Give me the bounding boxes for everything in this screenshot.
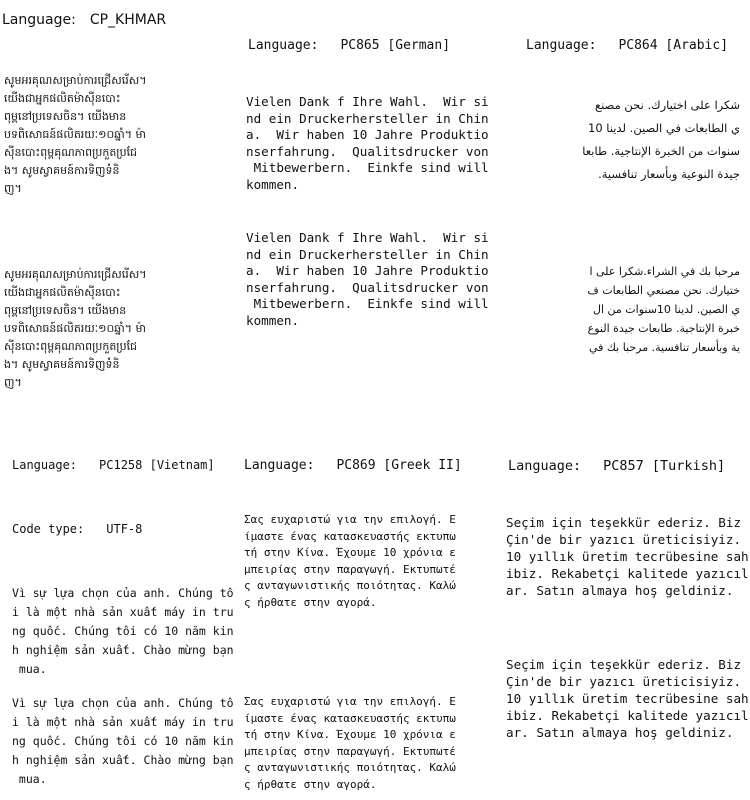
vietnam-label-text: Language: (12, 458, 78, 472)
arabic-language-label (526, 38, 728, 53)
khmer-text-block-2: សូមអរគុណសម្រាប់ការជ្រើសរើស។ យើងជាអ្នកផលិតម៉ាស៊ីនបោះ ពុម្ពនៅប្រទេសចិន។ យើងមាន បទពិសោធន៍ផលិតរយៈ១០ឆ្នាំ។ ម៉ា ស៊ីនបោះពុម្ពគុណភាពប្រកួតប្រជែ ង។ សូមស្វាគមន៍ការទិញទំនិ ញ។ (4, 268, 147, 389)
arabic-text-block-1: شكرا على اختيارك. نحن مصنع ي الطابعات في الصين. لدينا 10 سنوات من الخبرة الإنتاجية. طابعا جيدة النوعية وبأسعار تنافسية. (582, 98, 740, 181)
code-type-value: UTF-8 (106, 522, 143, 536)
german-label-value: PC865 [German] (340, 38, 451, 53)
khmer-text-block-1: សូមអរគុណសម្រាប់ការជ្រើសរើស។ យើងជាអ្នកផលិតម៉ាស៊ីនបោះ ពុម្ពនៅប្រទេសចិន។ យើងមាន បទពិសោធន៍ផលិតរយៈ១០ឆ្នាំ។ ម៉ា ស៊ីនបោះពុម្ពគុណភាពប្រកួតប្រជែ ង។ សូមស្វាគមន៍ការទិញទំនិ ញ។ (4, 74, 147, 195)
khmer-label-text: Language: (2, 12, 76, 28)
german-text-block-1: Vielen Dank f Ihre Wahl. Wir si nd ein Druckerhersteller in Chin a. Wir haben 10 Jahre Produktio nserfahrung. Qualitsdrucker von Mitbewerbern. Einkfe sind will kommen. (246, 94, 489, 192)
vietnam-label-value: PC1258 [Vietnam] (99, 458, 215, 472)
greek-label-text: Language: (244, 458, 315, 473)
turkish-text-block-2: Seçim için teşekkür ederiz. Biz Çin'de bir yazıcı üreticisiyiz. 10 yıllık üretim tecrübesine sah ibiz. Rekabetçi kalitede yazıcıl ar. Satın almaya hoş geldiniz. (506, 657, 749, 740)
code-type-row (12, 522, 142, 536)
german-language-label (248, 38, 450, 53)
vietnam-text-block-1: Vì sự lựa chọn của anh. Chúng tô i là một nhà sản xuất máy in tru ng quốc. Chúng tôi có 10 năm kin h nghiệm sản xuất. Chào mừng bạn mua. (12, 586, 234, 676)
greek-language-label (244, 458, 462, 473)
vietnam-text-block-2: Vì sự lựa chọn của anh. Chúng tô i là một nhà sản xuất máy in tru ng quốc. Chúng tôi có 10 năm kin h nghiệm sản xuất. Chào mừng bạn mua. (12, 696, 234, 786)
greek-text-block-1: Σας ευχαριστώ για την επιλογή. Ε ίμαστε ένας κατασκευαστής εκτυπω τή στην Κίνα. Έχουμε 10 χρόνια ε μπειρίας στην παραγωγή. Εκτυπωτέ ς ανταγωνιστικής ποιότητας. Καλώ ς ήρθατε στην αγορά. (244, 513, 456, 609)
greek-label-value: PC869 [Greek II] (336, 458, 462, 473)
german-label-text: Language: (248, 38, 319, 53)
turkish-language-label (508, 458, 725, 474)
vietnam-language-label (12, 458, 215, 472)
arabic-label-text: Language: (526, 38, 597, 53)
arabic-label-value: PC864 [Arabic] (618, 38, 729, 53)
arabic-text-block-2: مرحبا بك في الشراء.شكرا على ا ختيارك. نحن مصنعي الطابعات ف ي الصين. لدينا 10سنوات من ال خبرة الإنتاجية. طابعات جيدة النوع ية وبأسعار تنافسية. مرحبا بك في (587, 265, 740, 354)
khmer-language-label (2, 12, 166, 28)
code-type-label: Code type: (12, 522, 85, 536)
khmer-label-value: CP_KHMAR (89, 12, 167, 28)
greek-text-block-2: Σας ευχαριστώ για την επιλογή. Ε ίμαστε ένας κατασκευαστής εκτυπω τή στην Κίνα. Έχουμε 10 χρόνια ε μπειρίας στην παραγωγή. Εκτυπωτέ ς ανταγωνιστικής ποιότητας. Καλώ ς ήρθατε στην αγορά. (244, 695, 456, 791)
turkish-text-block-1: Seçim için teşekkür ederiz. Biz Çin'de bir yazıcı üreticisiyiz. 10 yıllık üretim tecrübesine sah ibiz. Rekabetçi kalitede yazıcıl ar. Satın almaya hoş geldiniz. (506, 515, 749, 598)
german-text-block-2: Vielen Dank f Ihre Wahl. Wir si nd ein Druckerhersteller in Chin a. Wir haben 10 Jahre Produktio nserfahrung. Qualitsdrucker von Mitbewerbern. Einkfe sind will kommen. (246, 230, 489, 328)
turkish-label-value: PC857 [Turkish] (603, 458, 726, 474)
turkish-label-text: Language: (508, 458, 582, 474)
